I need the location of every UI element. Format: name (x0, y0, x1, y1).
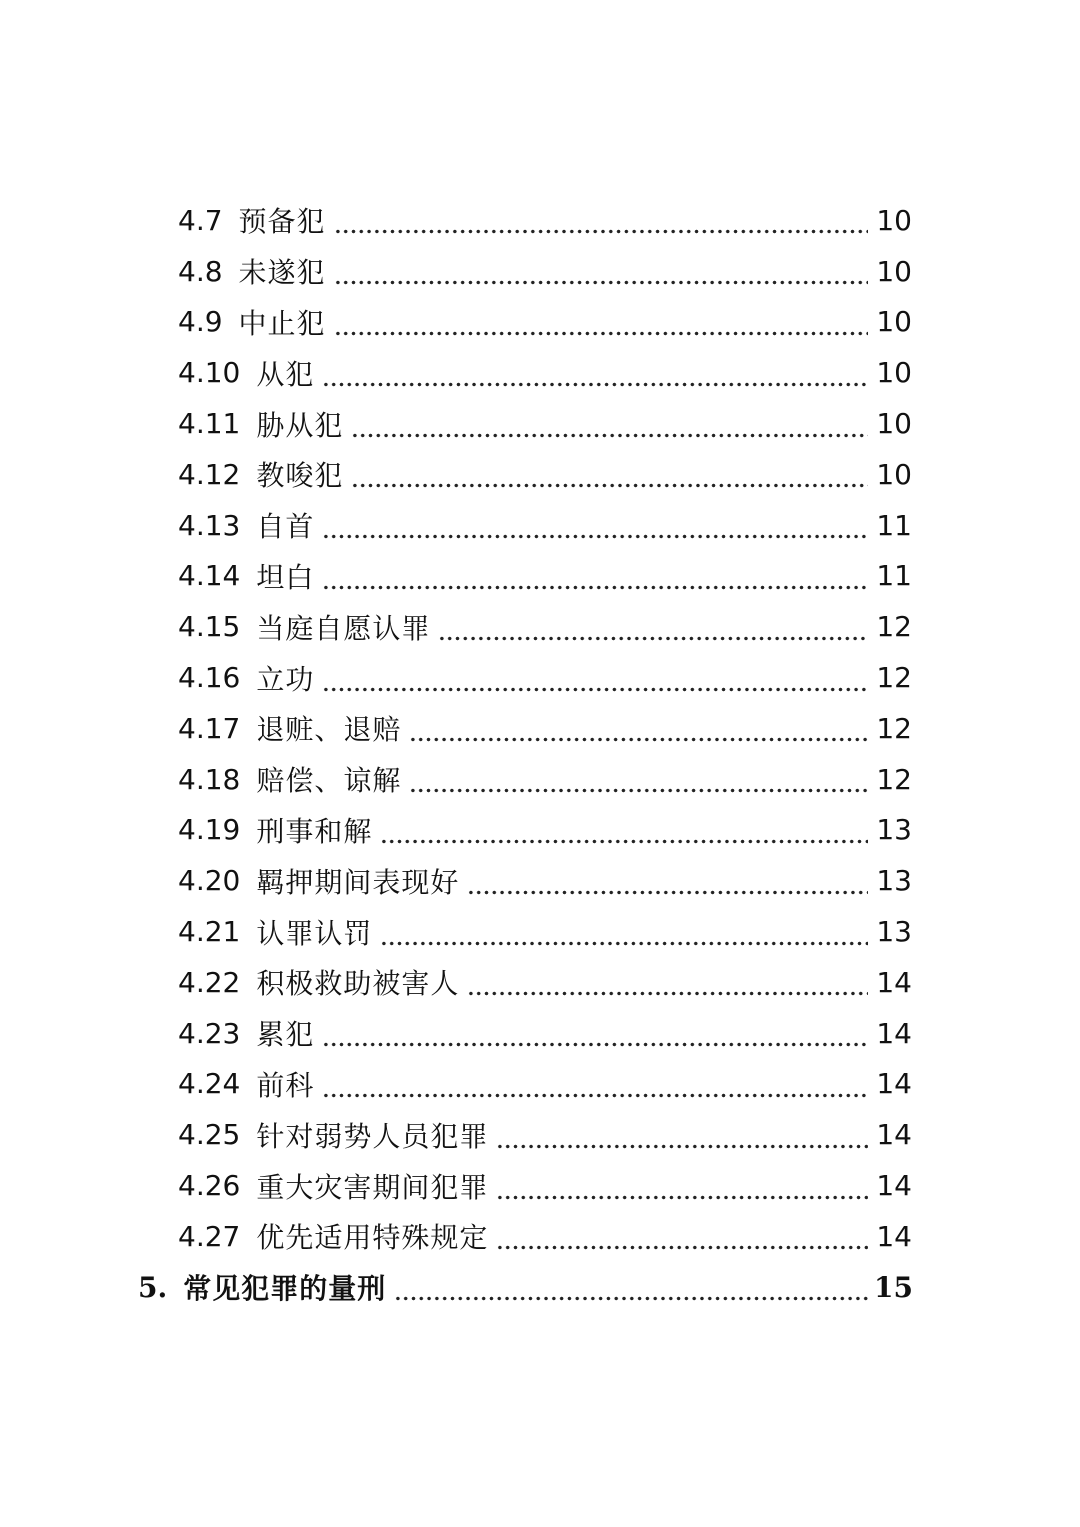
toc-entry-title: 坦白 (256, 560, 315, 594)
toc-entry-4-16[interactable] (0, 652, 1080, 703)
toc-entry-4-7[interactable] (0, 195, 1080, 246)
toc-entry-page: 12 (876, 711, 912, 745)
toc-entry-page: 14 (876, 1118, 912, 1152)
toc-entry-page: 11 (876, 559, 912, 593)
toc-entry-page: 15 (874, 1270, 913, 1304)
toc-entry-4-12[interactable] (0, 449, 1080, 500)
dot-leader (496, 1128, 868, 1150)
toc-entry-4-10[interactable] (0, 347, 1080, 398)
toc-entry-4-14[interactable] (0, 551, 1080, 602)
toc-entry-title: 羁押期间表现好 (256, 865, 460, 899)
dot-leader (409, 721, 868, 743)
toc-entry-title: 针对弱势人员犯罪 (256, 1119, 489, 1153)
toc-entry-number: 4.13 (178, 508, 241, 542)
toc-entry-title: 立功 (256, 662, 315, 696)
dot-leader (380, 925, 868, 947)
toc-entry-number: 4.17 (178, 711, 241, 745)
toc-entry-title: 预备犯 (238, 205, 326, 239)
toc-entry-number: 4.21 (178, 915, 241, 949)
dot-leader (467, 874, 868, 896)
toc-entry-number: 4.25 (178, 1118, 241, 1152)
toc-entry-title: 胁从犯 (256, 408, 344, 442)
toc-chapter-title: 常见犯罪的量刑 (183, 1272, 387, 1306)
toc-entry-4-13[interactable] (0, 500, 1080, 551)
toc-entry-5[interactable] (0, 1262, 1080, 1313)
toc-entry-number: 4.24 (178, 1067, 241, 1101)
toc-entry-page: 10 (876, 356, 912, 390)
toc-entry-number: 4.11 (178, 407, 241, 441)
toc-chapter-number: 5. (138, 1270, 168, 1304)
dot-leader (334, 315, 868, 337)
toc-entry-title: 累犯 (256, 1018, 315, 1052)
dot-leader (409, 772, 868, 794)
dot-leader (496, 1179, 868, 1201)
toc-entry-page: 14 (876, 1169, 912, 1203)
toc-entry-title: 中止犯 (238, 306, 326, 340)
toc-entry-page: 11 (876, 508, 912, 542)
table-of-contents (0, 195, 1080, 1313)
toc-entry-page: 10 (876, 407, 912, 441)
toc-entry-page: 13 (876, 915, 912, 949)
toc-entry-number: 4.19 (178, 813, 241, 847)
dot-leader (322, 671, 868, 693)
toc-entry-page: 12 (876, 610, 912, 644)
toc-entry-title: 自首 (256, 510, 315, 544)
toc-entry-page: 14 (876, 1067, 912, 1101)
toc-entry-title: 退赃、退赔 (256, 713, 402, 747)
dot-leader (322, 366, 868, 388)
dot-leader (438, 620, 868, 642)
dot-leader (322, 1026, 868, 1048)
toc-entry-page: 10 (876, 254, 912, 288)
toc-entry-number: 4.18 (178, 762, 241, 796)
toc-entry-number: 4.7 (178, 203, 223, 237)
toc-entry-number: 4.12 (178, 457, 241, 491)
dot-leader (467, 975, 868, 997)
dot-leader (322, 518, 868, 540)
toc-entry-title: 认罪认罚 (256, 916, 373, 950)
toc-entry-number: 4.16 (178, 661, 241, 695)
toc-entry-4-23[interactable] (0, 1008, 1080, 1059)
toc-entry-number: 4.15 (178, 610, 241, 644)
toc-entry-title: 重大灾害期间犯罪 (256, 1170, 489, 1204)
toc-entry-number: 4.14 (178, 559, 241, 593)
toc-entry-title: 教唆犯 (256, 459, 344, 493)
toc-entry-4-24[interactable] (0, 1059, 1080, 1110)
toc-entry-4-27[interactable] (0, 1211, 1080, 1262)
toc-entry-4-15[interactable] (0, 601, 1080, 652)
toc-entry-4-20[interactable] (0, 855, 1080, 906)
toc-entry-title: 未遂犯 (238, 256, 326, 290)
dot-leader (322, 1077, 868, 1099)
dot-leader (380, 823, 868, 845)
toc-entry-4-19[interactable] (0, 805, 1080, 856)
toc-entry-page: 13 (876, 864, 912, 898)
toc-entry-4-26[interactable] (0, 1160, 1080, 1211)
toc-entry-title: 赔偿、谅解 (256, 764, 402, 798)
toc-entry-number: 4.26 (178, 1169, 241, 1203)
toc-entry-page: 12 (876, 661, 912, 695)
toc-entry-number: 4.23 (178, 1016, 241, 1050)
toc-entry-page: 14 (876, 965, 912, 999)
toc-entry-number: 4.27 (178, 1219, 241, 1253)
toc-entry-4-11[interactable] (0, 398, 1080, 449)
toc-entry-page: 14 (876, 1219, 912, 1253)
toc-entry-number: 4.22 (178, 965, 241, 999)
toc-entry-4-17[interactable] (0, 703, 1080, 754)
toc-entry-number: 4.8 (178, 254, 223, 288)
dot-leader (351, 467, 868, 489)
toc-entry-4-18[interactable] (0, 754, 1080, 805)
toc-entry-page: 12 (876, 762, 912, 796)
toc-entry-page: 13 (876, 813, 912, 847)
toc-entry-page: 10 (876, 305, 912, 339)
toc-entry-title: 从犯 (256, 357, 315, 391)
toc-entry-page: 10 (876, 203, 912, 237)
toc-entry-4-22[interactable] (0, 957, 1080, 1008)
toc-entry-4-25[interactable] (0, 1109, 1080, 1160)
dot-leader (496, 1229, 868, 1251)
dot-leader (322, 569, 868, 591)
toc-entry-title: 积极救助被害人 (256, 967, 460, 1001)
dot-leader (394, 1280, 868, 1302)
dot-leader (334, 213, 868, 235)
toc-entry-4-21[interactable] (0, 906, 1080, 957)
toc-entry-4-8[interactable] (0, 246, 1080, 297)
toc-entry-number: 4.10 (178, 356, 241, 390)
toc-entry-title: 刑事和解 (256, 814, 373, 848)
toc-entry-title: 优先适用特殊规定 (256, 1221, 489, 1255)
toc-entry-title: 前科 (256, 1068, 315, 1102)
toc-entry-number: 4.9 (178, 305, 223, 339)
dot-leader (334, 264, 868, 286)
toc-entry-4-9[interactable] (0, 297, 1080, 348)
toc-entry-title: 当庭自愿认罪 (256, 611, 431, 645)
toc-entry-number: 4.20 (178, 864, 241, 898)
dot-leader (351, 417, 868, 439)
toc-entry-page: 14 (876, 1016, 912, 1050)
toc-entry-page: 10 (876, 457, 912, 491)
